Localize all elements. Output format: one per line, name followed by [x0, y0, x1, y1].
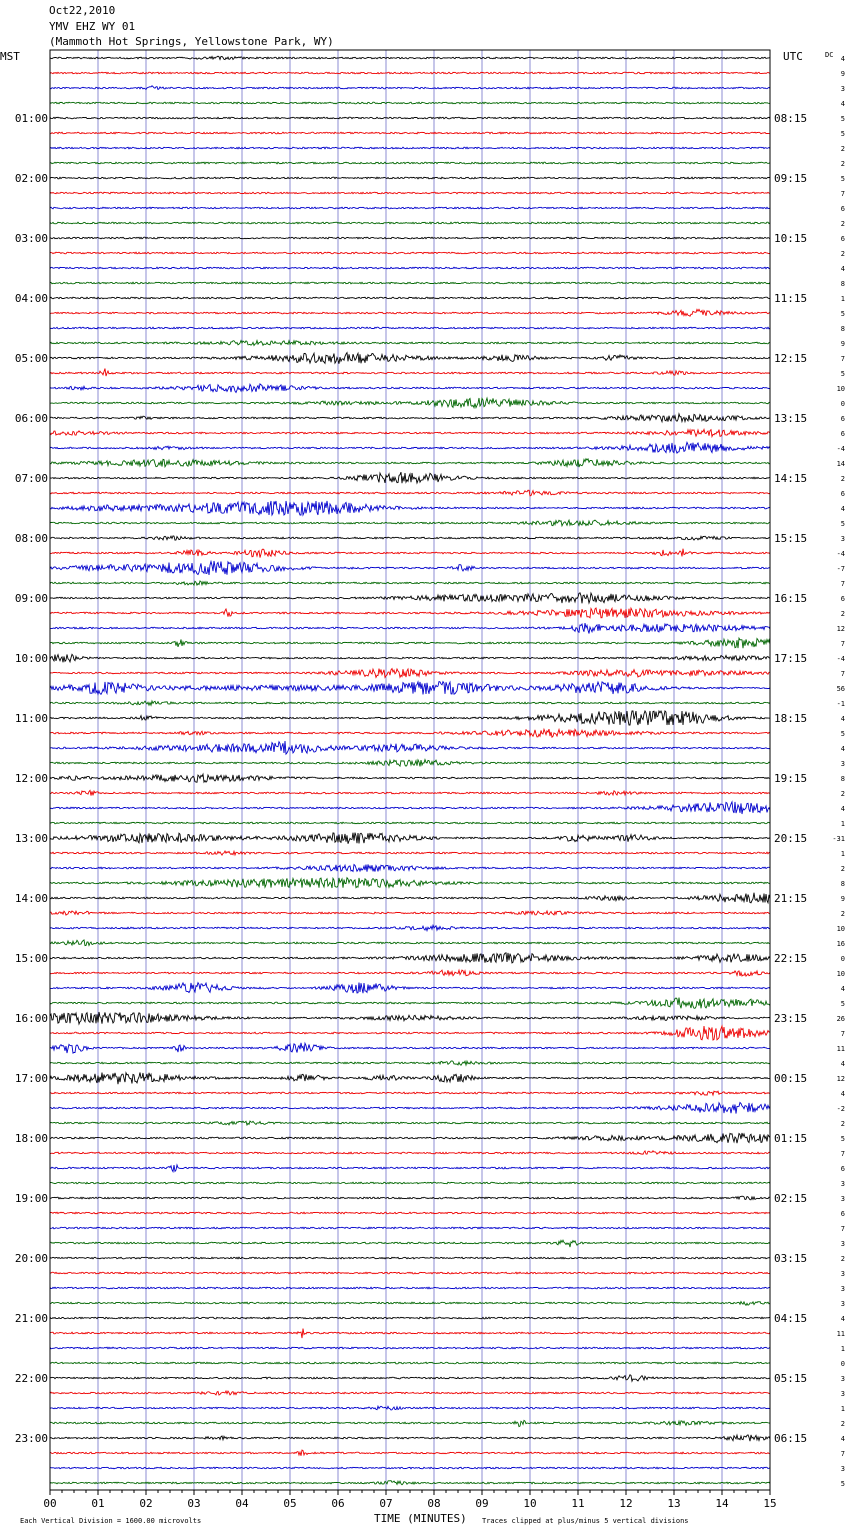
utc-label-15:15: 15:15	[774, 532, 808, 545]
trace-row-94	[50, 1467, 770, 1469]
trace-row-16	[50, 297, 770, 299]
trace-row-91	[50, 1420, 770, 1426]
trace-row-15	[50, 282, 770, 284]
trace-row-31	[50, 520, 770, 526]
trace-row-5	[50, 132, 770, 134]
time-axis	[43, 1490, 776, 1510]
mst-label-14:00: 14:00	[14, 892, 48, 905]
dc-offset-label: 5	[840, 1480, 845, 1488]
utc-label-13:15: 13:15	[774, 412, 808, 425]
dc-offset-label: 1	[840, 820, 845, 828]
dc-offset-label: 11	[836, 1330, 845, 1338]
trace-row-30	[50, 501, 770, 515]
mst-label-03:00: 03:00	[14, 232, 48, 245]
trace-row-90	[50, 1406, 770, 1410]
time-gridlines	[98, 50, 722, 1490]
dc-offset-label: 4	[840, 100, 845, 108]
trace-row-45	[50, 729, 770, 737]
trace-row-66	[50, 1043, 770, 1053]
trace-row-78	[50, 1227, 770, 1229]
trace-row-24	[50, 414, 770, 422]
trace-row-84	[50, 1317, 770, 1319]
dc-offset-label: 7	[840, 580, 845, 588]
x-tick-label-02: 02	[139, 1497, 153, 1510]
trace-row-60	[50, 953, 770, 963]
left-timezone-label: MST	[0, 50, 20, 63]
dc-offset-label: 0	[840, 400, 845, 408]
x-tick-label-05: 05	[283, 1497, 297, 1510]
utc-label-05:15: 05:15	[774, 1372, 808, 1385]
mst-label-18:00: 18:00	[14, 1132, 48, 1145]
utc-label-08:15: 08:15	[774, 112, 808, 125]
trace-row-57	[50, 911, 770, 915]
dc-offset-label: 4	[840, 715, 845, 723]
dc-offset-label: 8	[840, 325, 845, 333]
dc-offset-label: 10	[836, 385, 845, 393]
dc-offset-label: 1	[840, 295, 845, 303]
dc-offset-label: 6	[840, 490, 845, 498]
dc-offset-label: 2	[840, 790, 845, 798]
dc-offset-label: 4	[840, 745, 845, 753]
dc-offset-label: 6	[840, 1210, 845, 1218]
mst-label-19:00: 19:00	[14, 1192, 48, 1205]
trace-row-32	[50, 536, 770, 540]
trace-row-95	[50, 1481, 770, 1485]
dc-offset-label: 11	[836, 1045, 845, 1053]
utc-label-11:15: 11:15	[774, 292, 808, 305]
mst-label-21:00: 21:00	[14, 1312, 48, 1325]
trace-row-70	[50, 1103, 770, 1114]
dc-offset-label: 16	[836, 940, 845, 948]
dc-offset-label: 4	[840, 1435, 845, 1443]
trace-row-47	[50, 760, 770, 767]
dc-offset-label: 5	[840, 130, 845, 138]
mst-hour-labels	[15, 112, 48, 1445]
mst-label-22:00: 22:00	[14, 1372, 48, 1385]
dc-offset-label: 2	[840, 1420, 845, 1428]
trace-row-38	[50, 623, 770, 633]
dc-offset-label: 5	[840, 730, 845, 738]
trace-row-23	[50, 398, 770, 408]
trace-row-29	[50, 490, 770, 496]
trace-row-13	[50, 252, 770, 254]
trace-row-14	[50, 267, 770, 269]
trace-row-17	[50, 309, 770, 316]
dc-offset-label: 10	[836, 925, 845, 933]
mst-label-23:00: 23:00	[14, 1432, 48, 1445]
utc-label-17:15: 17:15	[774, 652, 808, 665]
trace-row-69	[50, 1091, 770, 1095]
trace-row-10	[50, 207, 770, 209]
trace-row-68	[50, 1073, 770, 1085]
x-tick-label-03: 03	[187, 1497, 201, 1510]
dc-offset-label: 3	[840, 1240, 845, 1248]
trace-row-55	[50, 878, 770, 888]
trace-row-19	[50, 341, 770, 346]
dc-offset-label: 8	[840, 880, 845, 888]
dc-offset-label: 2	[840, 220, 845, 228]
dc-offset-label: 6	[840, 1165, 845, 1173]
dc-offset-label: 4	[840, 505, 845, 513]
trace-row-46	[50, 741, 770, 754]
dc-offset-label: 6	[840, 235, 845, 243]
trace-row-36	[50, 593, 770, 604]
trace-row-44	[50, 711, 770, 725]
dc-offset-label: 1	[840, 1405, 845, 1413]
utc-label-19:15: 19:15	[774, 772, 808, 785]
trace-row-61	[50, 970, 770, 976]
trace-row-18	[50, 327, 770, 329]
trace-row-33	[50, 549, 770, 558]
dc-offset-label: 4	[840, 1090, 845, 1098]
trace-row-20	[50, 353, 770, 364]
dc-offset-label: 3	[840, 85, 845, 93]
trace-row-85	[50, 1329, 770, 1339]
trace-row-34	[50, 561, 770, 575]
x-tick-label-07: 07	[379, 1497, 393, 1510]
dc-offset-label: 26	[836, 1015, 845, 1023]
dc-offset-label: -2	[836, 1105, 845, 1113]
dc-offset-label: 8	[840, 775, 845, 783]
dc-offset-label: 2	[840, 160, 845, 168]
trace-row-8	[50, 177, 770, 179]
utc-label-03:15: 03:15	[774, 1252, 808, 1265]
dc-offset-label: 5	[840, 175, 845, 183]
trace-row-58	[50, 925, 770, 930]
trace-row-21	[50, 369, 770, 377]
trace-row-28	[50, 472, 770, 483]
dc-offset-label: 4	[840, 1315, 845, 1323]
dc-offset-label: 7	[840, 1450, 845, 1458]
dc-header-label: DC	[825, 51, 834, 59]
dc-offset-label: 4	[840, 55, 845, 63]
dc-offset-label: 7	[840, 1225, 845, 1233]
trace-row-12	[50, 237, 770, 239]
dc-offset-label: 2	[840, 475, 845, 483]
x-tick-label-08: 08	[427, 1497, 441, 1510]
dc-offset-label: 3	[840, 760, 845, 768]
trace-row-6	[50, 147, 770, 149]
x-tick-label-04: 04	[235, 1497, 249, 1510]
dc-offset-label: 5	[840, 115, 845, 123]
dc-offset-label: -4	[836, 550, 845, 558]
trace-row-62	[50, 983, 770, 994]
dc-offset-label: -1	[836, 700, 845, 708]
dc-offset-label: 3	[840, 535, 845, 543]
dc-offset-label: -4	[836, 655, 845, 663]
trace-row-9	[50, 192, 770, 194]
trace-row-74	[50, 1165, 770, 1172]
dc-offset-label: 3	[840, 1300, 845, 1308]
trace-row-3	[50, 102, 770, 104]
dc-offset-label: 10	[836, 970, 845, 978]
trace-row-79	[50, 1240, 770, 1247]
trace-row-92	[50, 1435, 770, 1441]
trace-row-82	[50, 1287, 770, 1289]
trace-row-37	[50, 608, 770, 618]
dc-offset-label: 9	[840, 895, 845, 903]
mst-label-17:00: 17:00	[14, 1072, 48, 1085]
trace-row-4	[50, 117, 770, 119]
dc-offset-label: 4	[840, 805, 845, 813]
mst-label-02:00: 02:00	[14, 172, 48, 185]
x-tick-label-09: 09	[475, 1497, 489, 1510]
utc-hour-labels	[774, 112, 807, 1445]
mst-label-10:00: 10:00	[14, 652, 48, 665]
dc-offset-label: 8	[840, 280, 845, 288]
trace-row-88	[50, 1375, 770, 1381]
dc-offset-label: 7	[840, 190, 845, 198]
trace-row-93	[50, 1450, 770, 1456]
trace-row-40	[50, 654, 770, 662]
utc-label-09:15: 09:15	[774, 172, 808, 185]
utc-label-22:15: 22:15	[774, 952, 808, 965]
dc-offset-label: 5	[840, 1000, 845, 1008]
trace-row-83	[50, 1302, 770, 1306]
station-label: YMV EHZ WY 01	[49, 20, 136, 33]
dc-offset-label: 2	[840, 1255, 845, 1263]
trace-row-51	[50, 822, 770, 824]
dc-offset-label: 2	[840, 250, 845, 258]
mst-label-09:00: 09:00	[14, 592, 48, 605]
dc-offset-label: 1	[840, 1345, 845, 1353]
x-tick-label-13: 13	[667, 1497, 681, 1510]
trace-row-27	[50, 459, 770, 467]
dc-offset-label: 3	[840, 1375, 845, 1383]
dc-offset-label: 3	[840, 1390, 845, 1398]
dc-offset-label: 3	[840, 1285, 845, 1293]
dc-offset-label: 2	[840, 865, 845, 873]
vertical-division-note: Each Vertical Division = 1600.00 microvolts	[20, 1517, 202, 1525]
dc-offset-label: -31	[832, 835, 845, 843]
x-tick-label-15: 15	[763, 1497, 777, 1510]
trace-row-26	[50, 442, 770, 453]
dc-offset-label: 5	[840, 1135, 845, 1143]
trace-row-86	[50, 1347, 770, 1349]
dc-offset-label: 6	[840, 430, 845, 438]
dc-offset-label: 0	[840, 955, 845, 963]
dc-offset-label: 4	[840, 265, 845, 273]
trace-row-1	[50, 72, 770, 74]
dc-offset-label: 56	[836, 685, 845, 693]
mst-label-13:00: 13:00	[14, 832, 48, 845]
dc-offset-label: 2	[840, 145, 845, 153]
utc-label-14:15: 14:15	[774, 472, 808, 485]
dc-offset-label: 4	[840, 985, 845, 993]
utc-label-23:15: 23:15	[774, 1012, 808, 1025]
dc-offset-label: 2	[840, 1120, 845, 1128]
x-tick-label-06: 06	[331, 1497, 345, 1510]
mst-label-16:00: 16:00	[14, 1012, 48, 1025]
trace-row-72	[50, 1133, 770, 1143]
x-tick-label-01: 01	[91, 1497, 105, 1510]
utc-label-02:15: 02:15	[774, 1192, 808, 1205]
mst-label-06:00: 06:00	[14, 412, 48, 425]
x-tick-label-00: 00	[43, 1497, 57, 1510]
dc-offset-label: 14	[836, 460, 845, 468]
trace-row-0	[50, 56, 770, 59]
trace-row-80	[50, 1257, 770, 1259]
dc-offset-label: 6	[840, 205, 845, 213]
dc-offset-label: 2	[840, 910, 845, 918]
utc-label-06:15: 06:15	[774, 1432, 808, 1445]
x-tick-label-12: 12	[619, 1497, 633, 1510]
trace-row-39	[50, 638, 770, 648]
trace-row-42	[50, 682, 770, 695]
trace-row-77	[50, 1212, 770, 1214]
trace-row-25	[50, 429, 770, 436]
trace-row-48	[50, 774, 770, 782]
utc-label-04:15: 04:15	[774, 1312, 808, 1325]
dc-offset-label: 12	[836, 1075, 845, 1083]
dc-offset-label: 7	[840, 1150, 845, 1158]
trace-row-76	[50, 1196, 770, 1200]
dc-offset-label: 2	[840, 610, 845, 618]
mst-label-20:00: 20:00	[14, 1252, 48, 1265]
dc-offset-label: 5	[840, 370, 845, 378]
utc-label-18:15: 18:15	[774, 712, 808, 725]
dc-offset-label: 3	[840, 1270, 845, 1278]
dc-offset-label: 4	[840, 1060, 845, 1068]
trace-row-73	[50, 1151, 770, 1155]
mst-label-07:00: 07:00	[14, 472, 48, 485]
trace-row-63	[50, 998, 770, 1009]
dc-offset-label: 3	[840, 1465, 845, 1473]
utc-label-20:15: 20:15	[774, 832, 808, 845]
utc-label-01:15: 01:15	[774, 1132, 808, 1145]
trace-row-75	[50, 1182, 770, 1184]
dc-offset-label: 7	[840, 355, 845, 363]
clipping-note: Traces clipped at plus/minus 5 vertical divisions	[482, 1517, 689, 1525]
utc-label-12:15: 12:15	[774, 352, 808, 365]
trace-row-81	[50, 1272, 770, 1274]
dc-offset-label: 3	[840, 1180, 845, 1188]
dc-offset-label: 7	[840, 670, 845, 678]
x-tick-label-14: 14	[715, 1497, 729, 1510]
dc-offset-label: 1	[840, 850, 845, 858]
mst-label-11:00: 11:00	[14, 712, 48, 725]
mst-label-08:00: 08:00	[14, 532, 48, 545]
mst-label-05:00: 05:00	[14, 352, 48, 365]
trace-row-65	[50, 1026, 770, 1040]
utc-label-10:15: 10:15	[774, 232, 808, 245]
utc-label-21:15: 21:15	[774, 892, 808, 905]
date-label: Oct22,2010	[49, 4, 116, 17]
dc-offset-label: -4	[836, 445, 845, 453]
dc-offset-label: 12	[836, 625, 845, 633]
trace-row-59	[50, 940, 770, 946]
dc-offset-label: 9	[840, 70, 845, 78]
dc-offset-label: 3	[840, 1195, 845, 1203]
trace-row-35	[50, 581, 770, 585]
trace-row-56	[50, 893, 770, 903]
trace-row-43	[50, 701, 770, 705]
trace-row-89	[50, 1391, 770, 1395]
trace-row-22	[50, 384, 770, 393]
trace-row-71	[50, 1121, 770, 1125]
trace-row-49	[50, 790, 770, 795]
dc-offset-label: 7	[840, 1030, 845, 1038]
dc-offset-label: 0	[840, 1360, 845, 1368]
trace-row-87	[50, 1362, 770, 1364]
trace-row-50	[50, 802, 770, 814]
dc-offset-label: 5	[840, 310, 845, 318]
trace-row-53	[50, 851, 770, 855]
trace-row-7	[50, 162, 770, 164]
x-tick-label-10: 10	[523, 1497, 537, 1510]
seismic-traces	[50, 56, 770, 1485]
trace-row-54	[50, 864, 770, 871]
dc-offset-label: 5	[840, 520, 845, 528]
trace-row-52	[50, 833, 770, 844]
right-timezone-label: UTC	[783, 50, 803, 63]
trace-row-64	[50, 1012, 770, 1024]
dc-offset-label: -7	[836, 565, 845, 573]
utc-label-00:15: 00:15	[774, 1072, 808, 1085]
mst-label-15:00: 15:00	[14, 952, 48, 965]
location-label: (Mammoth Hot Springs, Yellowstone Park, WY)	[49, 35, 334, 48]
dc-offset-label: 9	[840, 340, 845, 348]
dc-offset-label: 6	[840, 595, 845, 603]
trace-row-41	[50, 669, 770, 678]
trace-row-2	[50, 86, 770, 90]
x-tick-label-11: 11	[571, 1497, 585, 1510]
mst-label-12:00: 12:00	[14, 772, 48, 785]
mst-label-04:00: 04:00	[14, 292, 48, 305]
utc-label-16:15: 16:15	[774, 592, 808, 605]
mst-label-01:00: 01:00	[14, 112, 48, 125]
x-axis-title: TIME (MINUTES)	[374, 1512, 467, 1525]
trace-row-67	[50, 1061, 770, 1065]
trace-row-11	[50, 222, 770, 224]
dc-offset-label: 6	[840, 415, 845, 423]
dc-offset-labels	[832, 55, 845, 1488]
dc-offset-label: 7	[840, 640, 845, 648]
